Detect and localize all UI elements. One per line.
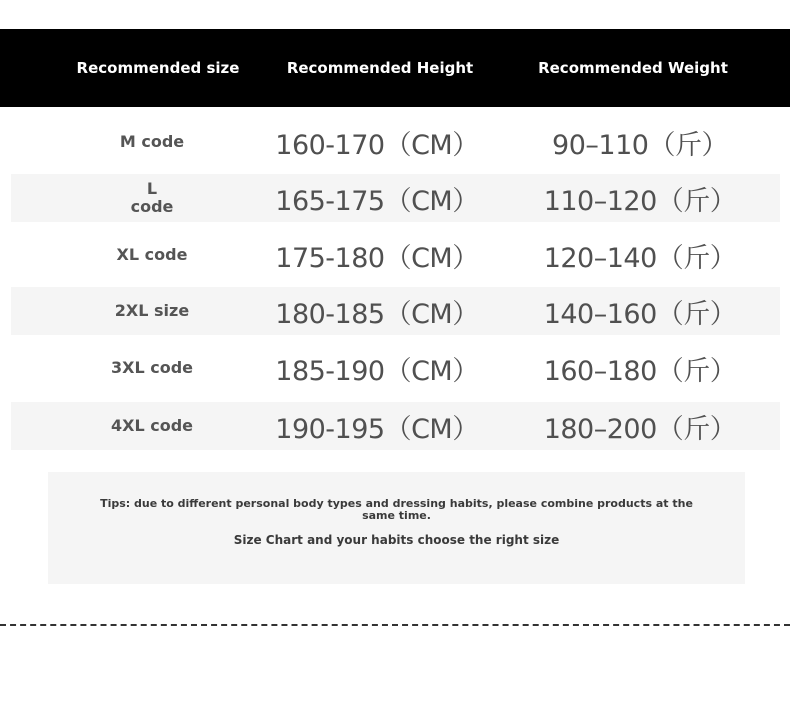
size-label: XL code [116,245,188,264]
height-range: 190-195（CM） [275,413,479,445]
size-label: 2XL size [114,301,190,320]
header-recommended-height: Recommended Height [286,58,474,77]
height-range: 185-190（CM） [275,355,479,387]
dashed-divider [0,624,790,626]
weight-range: 180–200（斤） [543,413,737,445]
header-recommended-weight: Recommended Weight [538,58,728,77]
height-range: 165-175（CM） [275,185,479,217]
weight-range: 90–110（斤） [552,129,728,161]
height-range: 180-185（CM） [275,298,479,330]
table-row [11,287,780,335]
weight-range: 160–180（斤） [543,355,737,387]
table-row [11,402,780,450]
height-range: 160-170（CM） [275,129,479,161]
height-range: 175-180（CM） [275,242,479,274]
table-row [11,174,780,222]
size-chart-header [0,29,790,107]
table-row [0,118,790,166]
size-label: L code [130,179,174,216]
size-label: 3XL code [110,358,193,377]
table-row [0,231,790,279]
size-chart-note: Size Chart and your habits choose the right size [233,533,560,547]
header-recommended-size: Recommended size [76,58,240,77]
size-label: M code [119,132,185,151]
weight-range: 110–120（斤） [543,185,737,217]
tips-text: Tips: due to different personal body types and dressing habits, please combine products at the same time. [100,497,693,522]
weight-range: 140–160（斤） [543,298,737,330]
table-row [0,344,790,392]
size-label: 4XL code [110,416,193,435]
tips-box [48,472,745,584]
weight-range: 120–140（斤） [543,242,737,274]
